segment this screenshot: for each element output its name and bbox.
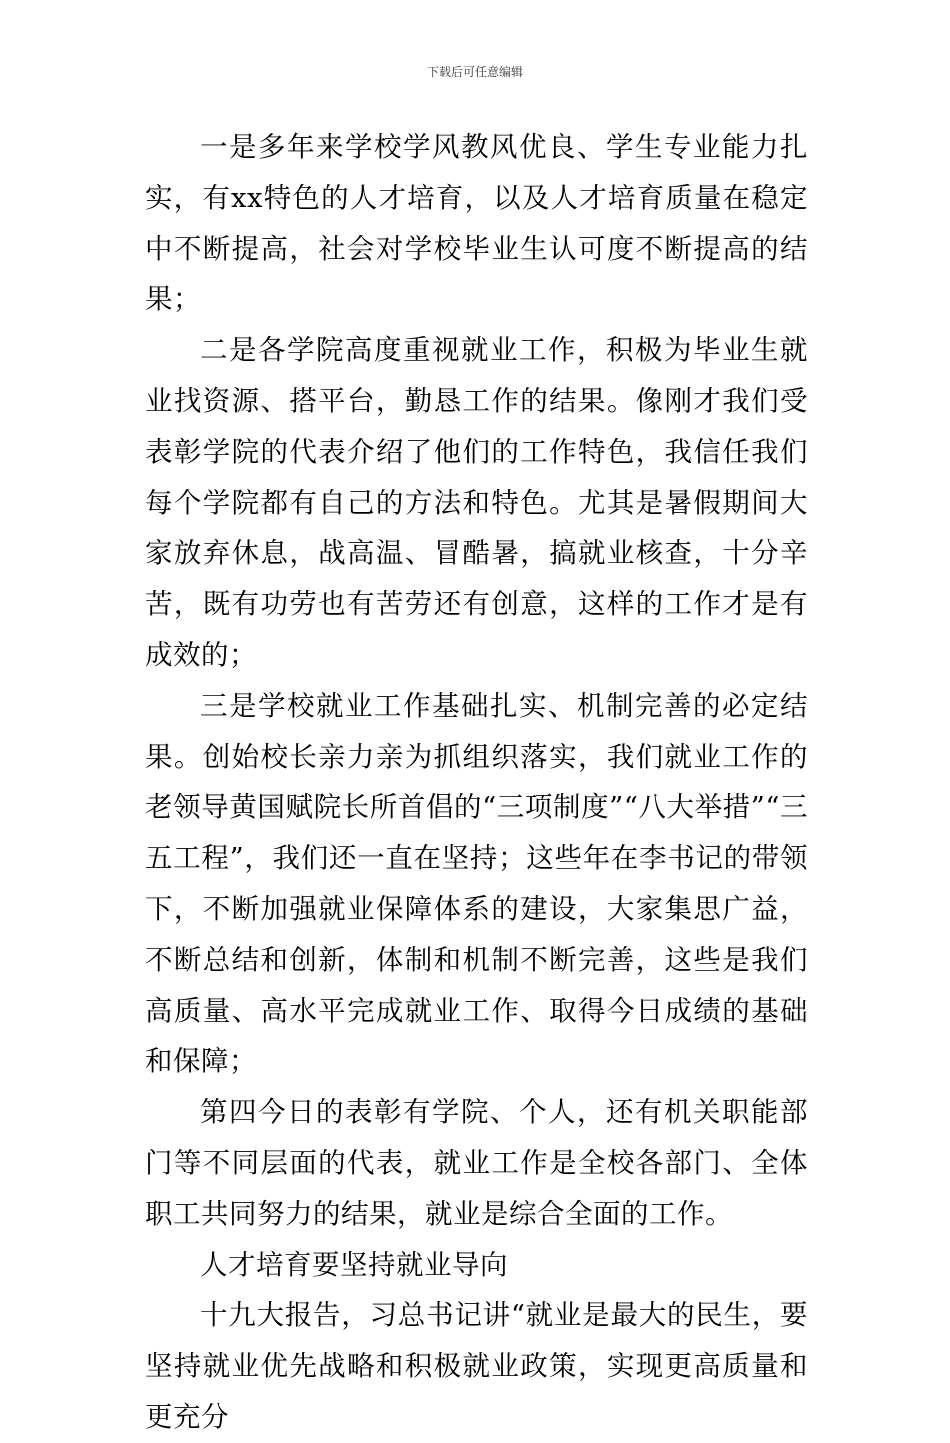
header-note: 下载后可任意编辑 xyxy=(426,65,523,79)
paragraph-4: 第四今日的表彰有学院、个人，还有机关职能部门等不同层面的代表，就业工作是全校各部门、全体职工共同努力的结果，就业是综合全面的工作。 xyxy=(145,1096,808,1230)
paragraph-5: 十九大报告，习总书记讲“就业是最大的民生，要坚持就业优先战略和积极就业政策，实现更高质量和更充分 xyxy=(145,1299,808,1433)
section-heading: 人才培育要坚持就业导向 xyxy=(200,1248,508,1281)
document-body xyxy=(145,122,808,1443)
paragraph-3: 三是学校就业工作基础扎实、机制完善的必定结果。创始校长亲力亲为抓组织落实，我们就业工作的老领导黄国赋院长所首倡的“三项制度”“八大举措”“三五工程”，我们还一直在坚持；这些年在李书记的带领下，不断加强就业保障体系的建设，大家集思广益，不断总结和创新，体制和机制不断完善，这些是我们高质量、高水平完成就业工作、取得今日成绩的基础和保障； xyxy=(145,689,808,1078)
paragraph-2: 二是各学院高度重视就业工作，积极为毕业生就业找资源、搭平台，勤恳工作的结果。像刚才我们受表彰学院的代表介绍了他们的工作特色，我信任我们每个学院都有自己的方法和特色。尤其是暑假期间大家放弃休息，战高温、冒酷暑，搞就业核查，十分辛苦，既有功劳也有苦劳还有创意，这样的工作才是有成效的； xyxy=(145,334,808,671)
paragraph-1: 一是多年来学校学风教风优良、学生专业能力扎实，有xx特色的人才培育，以及人才培育质量在稳定中不断提高，社会对学校毕业生认可度不断提高的结果； xyxy=(145,131,808,316)
